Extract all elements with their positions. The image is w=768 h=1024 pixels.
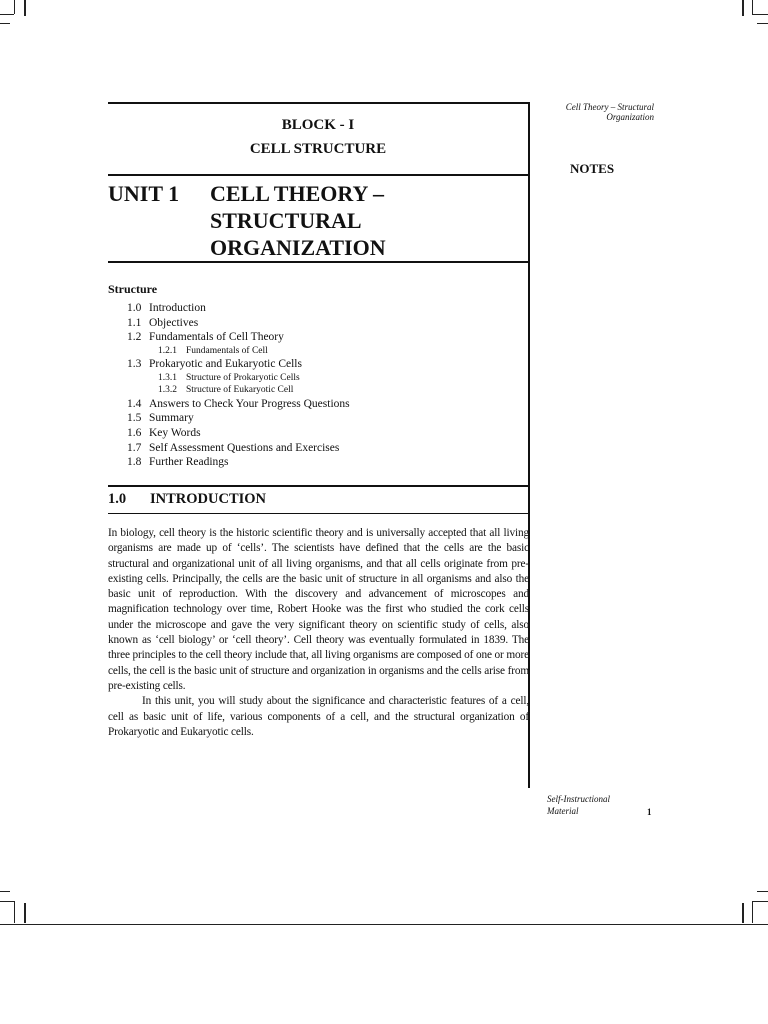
structure-item-label: Key Words [149,427,201,440]
crop-mark-top-right-v2 [742,0,744,16]
structure-item [127,372,527,385]
page-bottom-rule [0,924,768,925]
footer-line2: Material [547,806,579,816]
structure-item [127,345,527,358]
crop-mark-bottom-right-v2 [742,903,744,923]
unit-number: UNIT 1 [108,181,180,206]
structure-item-number: 1.0 [127,302,142,314]
structure-item [127,441,527,456]
structure-item-label: Further Readings [149,456,229,469]
top-rule [108,102,528,104]
structure-item-number: 1.6 [127,427,142,440]
crop-mark-bottom-right-h [757,891,768,892]
section-rule-bottom [108,513,528,514]
structure-item-label: Structure of Eukaryotic Cell [186,385,294,396]
structure-item-label: Self Assessment Questions and Exercises [149,441,340,454]
structure-item [127,411,527,426]
running-header [540,102,654,122]
page-number: 1 [647,807,652,817]
crop-mark-top-left-v2 [24,0,26,16]
crop-mark-top-right-v1 [752,0,753,14]
structure-item-number: 1.8 [127,456,142,469]
structure-list [127,301,527,470]
crop-mark-top-left-h [0,14,14,15]
structure-item [127,357,527,372]
crop-mark-top-left-h2 [0,23,10,24]
section-number: 1.0 [108,491,127,507]
footer-line1: Self-Instructional [547,794,610,804]
structure-heading: Structure [108,282,158,296]
block-rule [108,174,528,176]
block-label: BLOCK - I [281,117,355,133]
structure-item [127,455,527,470]
footer-label [547,793,610,817]
structure-item-label: Structure of Prokaryotic Cells [186,372,300,383]
crop-mark-bottom-left-v1 [14,901,15,923]
structure-item-number: 1.1 [127,316,142,329]
structure-item-label: Prokaryotic and Eukaryotic Cells [149,358,302,371]
structure-item [127,426,527,441]
block-title: CELL STRUCTURE [249,141,387,157]
paragraph-1: In biology, cell theory is the historic scientific theory and is universally accepted that all living organisms are made up of ‘cells’. The scientists have defined that the cells are the basic structural and organizational unit of all living organisms, and that all cells originate from pre-existing cells. Principally, the cells are the basic unit of structure in all organisms and also the basic unit of reproduction. With the discovery and advancement of microscopes and magnification technology over time, Robert Hooke was the first who studied the cork cells under the microscope and gave the very significant theory on scientific study of cells, also known as ‘cell biology’ or ‘cell theory’. Cell theory was eventually formulated in 1839. The three principles to the cell theory include that, all living organisms are composed of one or more cells, the cell is the basic unit of structure and organization in organisms and the cells arise from pre-existing cells. [108,527,529,692]
structure-item [127,397,527,412]
section-title: INTRODUCTION [150,491,267,507]
structure-item-number: 1.5 [127,412,142,425]
unit-title-line3: ORGANIZATION [210,235,386,260]
structure-item-label: Fundamentals of Cell Theory [149,331,284,344]
structure-item [127,330,527,345]
structure-item-label: Summary [149,412,194,425]
structure-item-number: 1.7 [127,441,142,454]
unit-title-line1: CELL THEORY – [210,181,385,206]
structure-item-number: 1.3.1 [158,372,177,383]
unit-title [210,180,530,261]
structure-item [127,384,527,397]
structure-item-label: Fundamentals of Cell [186,345,268,356]
running-header-line2: Organization [606,112,654,122]
notes-label: NOTES [570,161,615,176]
unit-rule [108,261,528,263]
structure-item-number: 1.2 [127,331,142,344]
unit-title-line2: STRUCTURAL [210,208,362,233]
crop-mark-bottom-left-v2 [24,903,26,923]
crop-mark-bottom-left-h2 [0,901,14,902]
structure-item [127,316,527,331]
crop-mark-bottom-right-h2 [752,901,768,902]
structure-item-number: 1.4 [127,397,142,410]
crop-mark-top-right-h [752,14,768,15]
structure-item-label: Objectives [149,316,199,329]
structure-item-number: 1.2.1 [158,345,177,356]
running-header-line1: Cell Theory – Structural [565,102,654,112]
structure-item-number: 1.3 [127,358,142,371]
paragraph-2: In this unit, you will study about the significance and characteristic features of a cell, cell as basic unit of life, various components of a cell, and the structural organization of Prokaryotic and Eukaryotic cells. [108,695,529,738]
structure-item-number: 1.3.2 [158,385,177,396]
section-heading [108,491,266,508]
crop-mark-bottom-left-h [0,891,10,892]
crop-mark-top-right-h2 [757,23,768,24]
structure-item [127,301,527,316]
crop-mark-top-left-v1 [14,0,15,14]
section-rule-top [108,485,528,487]
crop-mark-bottom-right-v1 [752,901,753,923]
structure-item-label: Introduction [149,302,206,314]
structure-item-label: Answers to Check Your Progress Questions [149,397,350,410]
body-text [108,526,529,740]
